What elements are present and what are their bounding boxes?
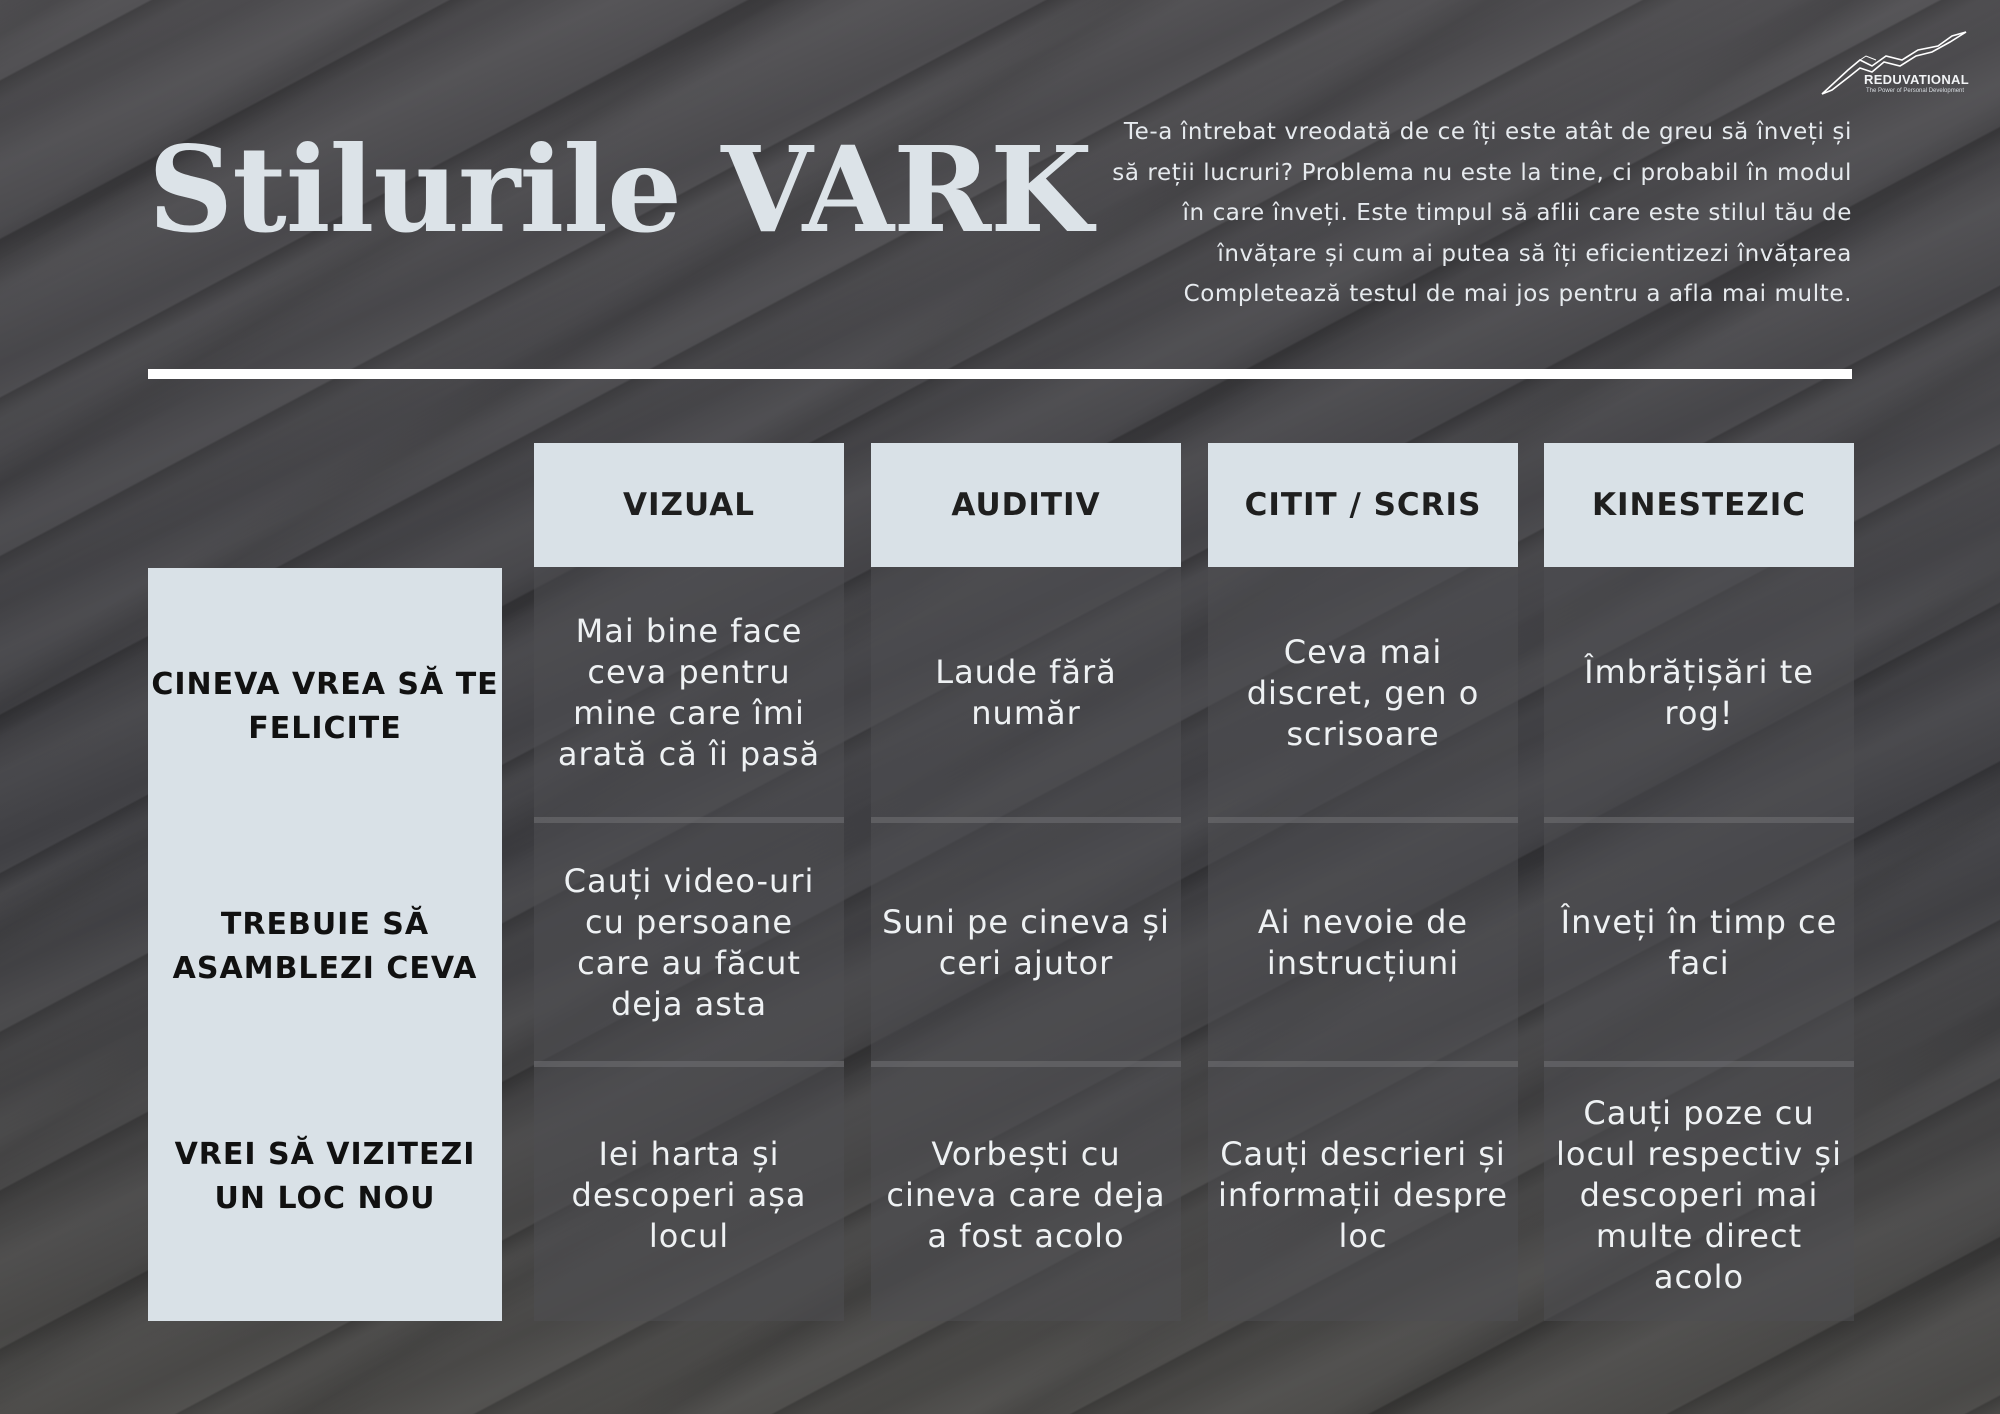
table-cell: Cauți video-uri cu persoane care au făcut deja asta [563, 862, 815, 1023]
row-separator [534, 817, 844, 823]
row-separator [1544, 817, 1854, 823]
logo-tagline: The Power of Personal Development [1866, 88, 1965, 94]
intro-line: învățare și cum ai putea să îți eficientizezi învățarea [1217, 240, 1852, 267]
table-cell: Înveți în timp ce faci [1560, 903, 1838, 982]
column-header-citit-scris: CITIT / SCRIS [1208, 443, 1518, 567]
intro-paragraph [1040, 112, 1852, 315]
table-cell: Cauți poze cu locul respectiv și descoperi mai multe direct acolo [1556, 1093, 1842, 1296]
column-header-vizual: VIZUAL [534, 443, 844, 567]
row-separator [1208, 1061, 1518, 1067]
table-cell: Ceva mai discret, gen o scrisoare [1246, 632, 1480, 753]
table-cell: Îmbrățișări te rog! [1584, 653, 1814, 732]
table-cell: Cauți descrieri și informații despre loc [1218, 1134, 1509, 1255]
row-separator [1208, 817, 1518, 823]
row-label: VREI SĂ VIZITEZI UN LOC NOU [174, 1137, 476, 1216]
row-separator [1544, 1061, 1854, 1067]
column-header-auditiv: AUDITIV [871, 443, 1181, 567]
table-cell: Mai bine face ceva pentru mine care îmi arată că îi pasă [557, 612, 821, 773]
table-cell: Iei harta și descoperi așa locul [571, 1134, 807, 1255]
column-header-kinestezic: KINESTEZIC [1544, 443, 1854, 567]
row-label: CINEVA VREA SĂ TE FELICITE [151, 667, 499, 746]
intro-line: în care înveți. Este timpul să aflii care este stilul tău de [1182, 200, 1852, 226]
row-label: TREBUIE SĂ ASAMBLEZI CEVA [172, 907, 478, 986]
intro-line: să reții lucruri? Problema nu este la tine, ci probabil în modul [1112, 159, 1852, 186]
table-cell: Suni pe cineva și ceri ajutor [882, 903, 1170, 982]
row-separator [871, 1061, 1181, 1067]
table-cell: Vorbești cu cineva care deja a fost acolo [886, 1134, 1166, 1255]
page-title: Stilurile VARK [148, 120, 1092, 259]
logo-name: REDUVATIONAL [1864, 72, 1969, 87]
row-separator [534, 1061, 844, 1067]
table-cell: Ai nevoie de instrucțiuni [1257, 903, 1469, 982]
table-cell: Laude fără număr [935, 653, 1117, 732]
divider [148, 369, 1852, 379]
row-separator [871, 817, 1181, 823]
intro-line: Te-a întrebat vreodată de ce îți este atât de greu să înveți și [1123, 119, 1852, 145]
intro-line: Completează testul de mai jos pentru a afla mai multe. [1183, 281, 1852, 307]
